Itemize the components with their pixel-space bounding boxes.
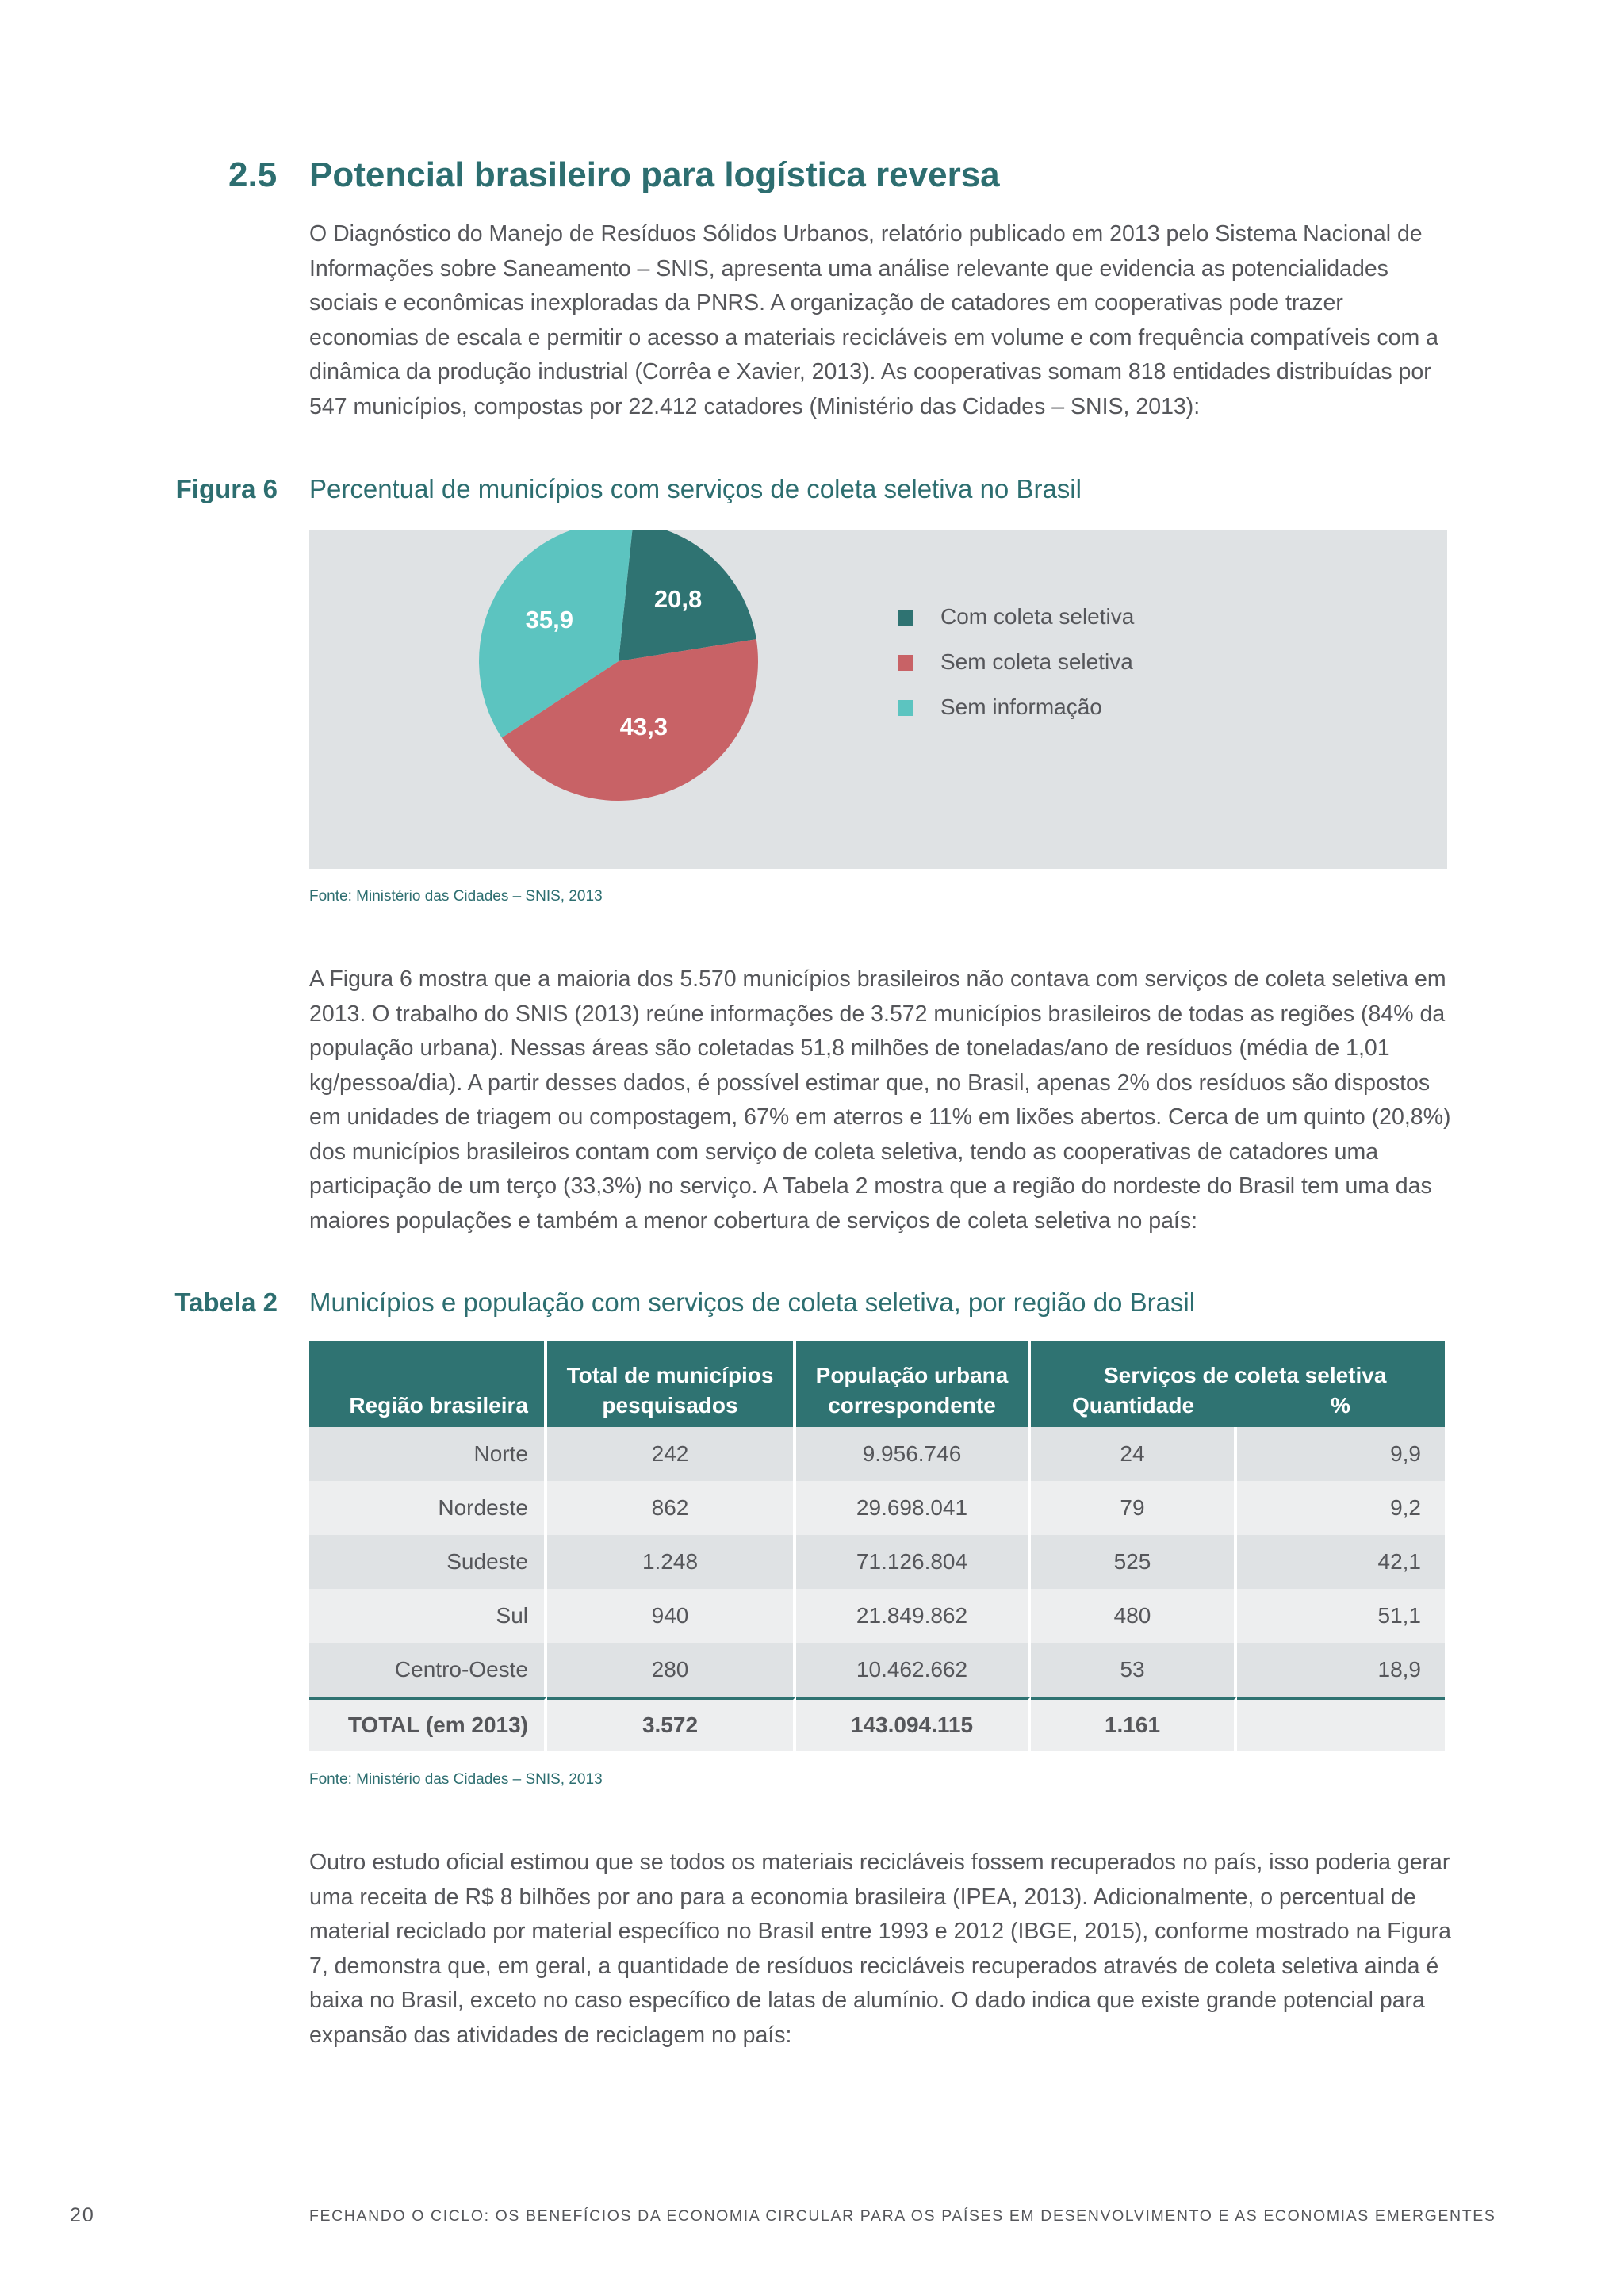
figure-title: Percentual de municípios com serviços de coleta seletiva no Brasil — [309, 474, 1082, 503]
header-line: Total de municípios — [566, 1363, 774, 1387]
table-total-row — [309, 1697, 1445, 1751]
figure-label: Figura 6 — [175, 474, 278, 503]
pie-chart-panel — [309, 530, 1447, 869]
paragraph-intro — [309, 217, 1451, 424]
cell-region: Centro-Oeste — [309, 1643, 547, 1697]
paragraph-recycling — [309, 1846, 1451, 2053]
figure-source: Fonte: Ministério das Cidades – SNIS, 2013 — [309, 888, 603, 905]
header-line: pesquisados — [602, 1393, 738, 1418]
header-line: correspondente — [828, 1393, 996, 1418]
section-title: Potencial brasileiro para logística reversa — [309, 155, 1000, 194]
cell-pct: 18,9 — [1237, 1643, 1445, 1697]
cell-region: Nordeste — [309, 1481, 547, 1535]
table-source: Fonte: Ministério das Cidades – SNIS, 2013 — [309, 1771, 603, 1788]
cell-region: Sudeste — [309, 1535, 547, 1589]
page-number: 20 — [70, 2204, 95, 2226]
table-row — [309, 1535, 1445, 1589]
header-quantidade: Quantidade — [1072, 1393, 1195, 1418]
table-row — [309, 1427, 1445, 1481]
legend-label: Com coleta seletiva — [940, 604, 1135, 629]
table-row — [309, 1481, 1445, 1535]
header-populacao — [796, 1341, 1031, 1427]
cell-total: 1.248 — [547, 1535, 796, 1589]
cell-pct: 9,2 — [1237, 1481, 1445, 1535]
cell-total: 3.572 — [547, 1697, 796, 1751]
cell-total: 280 — [547, 1643, 796, 1697]
legend-swatch — [898, 700, 914, 716]
cell-population: 143.094.115 — [796, 1697, 1031, 1751]
header-region: Região brasileira — [309, 1341, 547, 1427]
header-percent: % — [1331, 1393, 1350, 1418]
pie-data-label: 35,9 — [525, 605, 574, 633]
pie-data-label: 43,3 — [619, 713, 668, 741]
header-servicos — [1031, 1341, 1445, 1427]
table-row — [309, 1643, 1445, 1697]
table-title: Municípios e população com serviços de coleta seletiva, por região do Brasil — [309, 1288, 1196, 1317]
cell-total: 242 — [547, 1427, 796, 1481]
section-number: 2.5 — [228, 155, 278, 194]
pie-data-label: 20,8 — [653, 584, 703, 613]
legend-swatch — [898, 655, 914, 671]
cell-pct: 51,1 — [1237, 1589, 1445, 1643]
header-total-municipios — [547, 1341, 796, 1427]
legend-item-sem-coleta — [940, 649, 1133, 675]
cell-population: 10.462.662 — [796, 1643, 1031, 1697]
cell-qty: 24 — [1031, 1427, 1237, 1481]
paragraph-text: Outro estudo oficial estimou que se todos os materiais recicláveis fossem recuperados no país, isso poderia gerar uma receita de R$ 8 bilhões por ano para a economia brasileira (IPEA, 2013). Adicionalmente, o percentual de material reciclado por material específico no Brasil entre 1993 e 2012 (IBGE, 2015), conforme mostrado na Figura 7, demonstra que, em geral, a quantidade de resíduos recicláveis recuperados através de coleta seletiva ainda é baixa no Brasil, exceto no caso específico de latas de alumínio. O dado indica que existe grande potencial para expansão das atividades de reciclagem no país: — [309, 1850, 1451, 2048]
footer-title: FECHANDO O CICLO: OS BENEFÍCIOS DA ECONOMIA CIRCULAR PARA OS PAÍSES EM DESENVOLVIMENTO E AS ECONOMIAS EMERGENTES — [309, 2207, 1496, 2225]
cell-pct: 42,1 — [1237, 1535, 1445, 1589]
cell-population: 9.956.746 — [796, 1427, 1031, 1481]
table-row — [309, 1589, 1445, 1643]
cell-region: Sul — [309, 1589, 547, 1643]
cell-population: 21.849.862 — [796, 1589, 1031, 1643]
cell-region: TOTAL (em 2013) — [309, 1697, 547, 1751]
paragraph-text: A Figura 6 mostra que a maioria dos 5.570 municípios brasileiros não contava com serviços de coleta seletiva em 2013. O trabalho do SNIS (2013) reúne informações de 3.572 municípios brasileiros de todas as regiões (84% da população urbana). Nessas áreas são coletadas 51,8 milhões de toneladas/ano de resíduos (média de 1,01 kg/pessoa/dia). A partir desses dados, é possível estimar que, no Brasil, apenas 2% dos resíduos são dispostos em unidades de triagem ou compostagem, 67% em aterros e 11% em lixões abertos. Cerca de um quinto (20,8%) dos municípios brasileiros contam com serviço de coleta seletiva, tendo as cooperativas de catadores uma participação de um terço (33,3%) no serviço. A Tabela 2 mostra que a região do nordeste do Brasil tem uma das maiores populações e também a menor cobertura de serviços de coleta seletiva no país: — [309, 966, 1451, 1234]
legend-item-sem-informacao — [940, 695, 1102, 720]
cell-qty: 1.161 — [1031, 1697, 1237, 1751]
legend-label: Sem coleta seletiva — [940, 649, 1133, 674]
paragraph-text: O Diagnóstico do Manejo de Resíduos Sólidos Urbanos, relatório publicado em 2013 pelo Sistema Nacional de Informações sobre Saneamento – SNIS, apresenta uma análise relevante que evidencia as potencialidades sociais e econômicas inexploradas da PNRS. A organização de catadores em cooperativas pode trazer economias de escala e permitir o acesso a materiais recicláveis em volume e com frequência compatíveis com a dinâmica da produção industrial (Corrêa e Xavier, 2013). As cooperativas somam 818 entidades distribuídas por 547 municípios, compostas por 22.412 catadores (Ministério das Cidades – SNIS, 2013): — [309, 221, 1439, 419]
cell-qty: 79 — [1031, 1481, 1237, 1535]
cell-population: 71.126.804 — [796, 1535, 1031, 1589]
header-line: População urbana — [815, 1363, 1009, 1387]
cell-total: 940 — [547, 1589, 796, 1643]
cell-pct — [1237, 1697, 1445, 1751]
cell-qty: 480 — [1031, 1589, 1237, 1643]
legend-label: Sem informação — [940, 695, 1102, 719]
table-header-row — [309, 1341, 1445, 1427]
paragraph-figure-discussion — [309, 962, 1451, 1238]
legend-item-com-coleta — [940, 604, 1134, 629]
cell-pct: 9,9 — [1237, 1427, 1445, 1481]
header-line: Serviços de coleta seletiva — [1104, 1363, 1387, 1387]
regions-table — [309, 1341, 1445, 1751]
cell-qty: 525 — [1031, 1535, 1237, 1589]
cell-region: Norte — [309, 1427, 547, 1481]
cell-total: 862 — [547, 1481, 796, 1535]
pie-chart — [309, 530, 1447, 869]
legend-swatch — [898, 610, 914, 626]
cell-population: 29.698.041 — [796, 1481, 1031, 1535]
cell-qty: 53 — [1031, 1643, 1237, 1697]
header-subcolumns — [1072, 1391, 1438, 1421]
table-label: Tabela 2 — [174, 1288, 278, 1317]
